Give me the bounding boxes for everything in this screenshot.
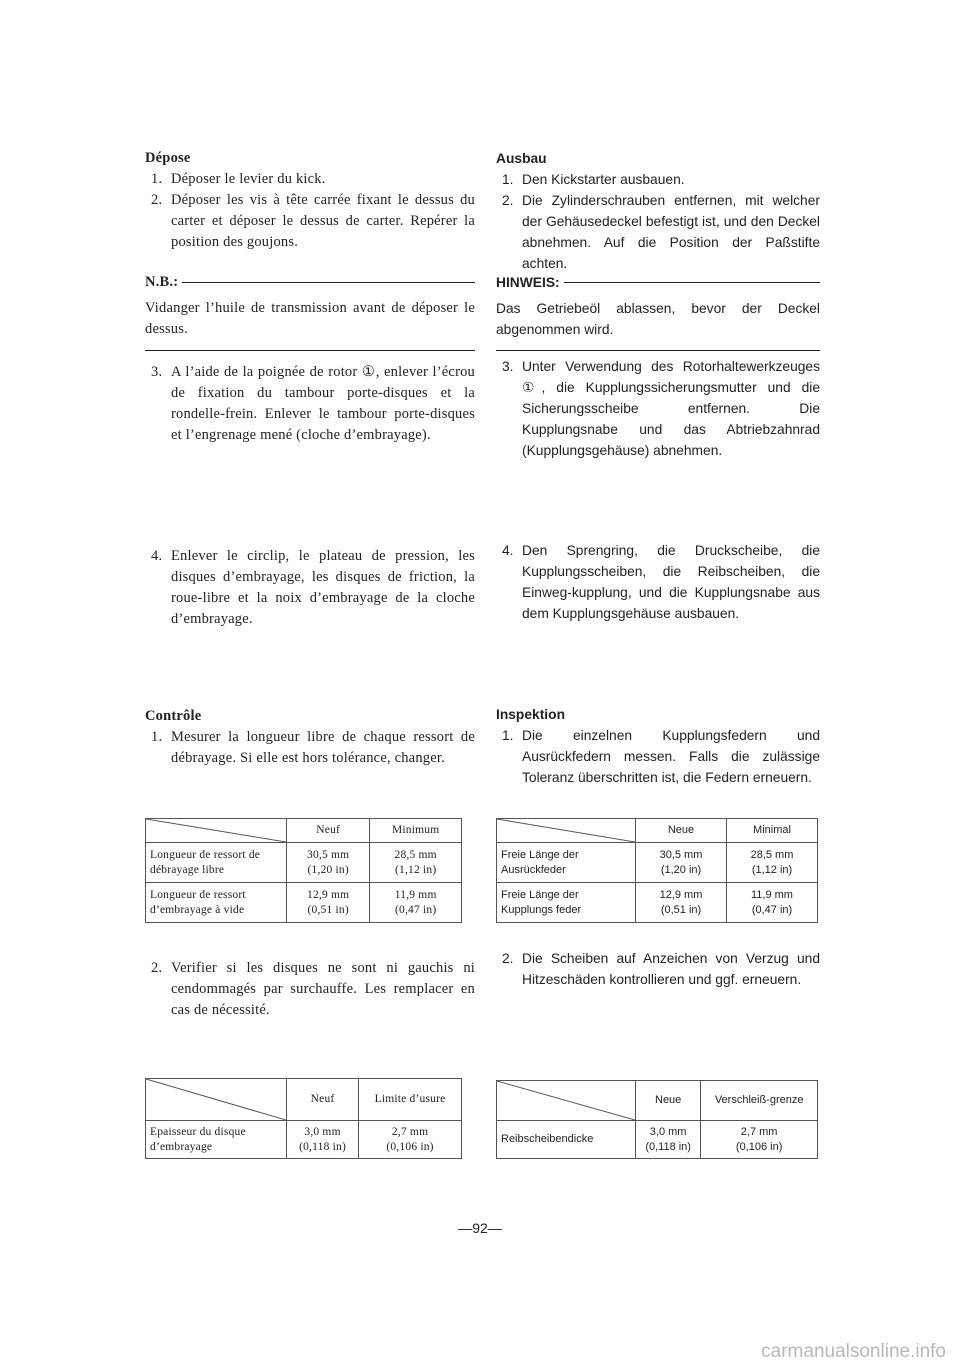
de-ausbau-item: 2. Die Zylinderschrauben entfernen, mit welcher der Gehäusedeckel befestigt ist, und den Deckel abnehmen. Auf die Position der Paßstifte achten. [502, 193, 820, 271]
table-row: Freie Länge der Kupplungs feder 12,9 mm (0,51 in) 11,9 mm (0,47 in) [497, 883, 818, 923]
fr-table2-header: Limite d’usure [359, 1079, 462, 1121]
de-disc-table [496, 1080, 818, 1159]
de-table2-header: Neue [636, 1081, 701, 1121]
de-note-text: Das Getriebeöl ablassen, bevor der Deckel abgenommen wird. [496, 301, 820, 337]
de-inspektion-item: 1. Die einzelnen Kupplungsfedern und Ausrückfedern messen. Falls die zulässige Toleranz überschritten ist, die Federn erneuern. [502, 728, 820, 785]
fr-controle-section [145, 706, 475, 769]
fr-table1-header: Neuf [287, 819, 370, 843]
fr-spring-table [145, 818, 462, 923]
page-number: —92— [458, 1220, 502, 1236]
de-table1-header: Neue [636, 819, 727, 843]
fr-item-4: 4. Enlever le circlip, le plateau de pression, les disques d’embrayage, les disques de friction, la roue-libre et la noix d’embrayage de la cloche d’embrayage. [151, 548, 475, 627]
watermark: carmanualsonline.info [761, 1341, 946, 1362]
de-table2-corner [497, 1081, 636, 1121]
fr-table1-header: Minimum [370, 819, 462, 843]
fr-note-end-rule [145, 350, 475, 351]
fr-depose-section [145, 148, 475, 253]
fr-controle-title: Contrôle [145, 708, 202, 724]
fr-note-label: N.B.: [145, 274, 179, 290]
table-row: Longueur de ressort de débrayage libre 30,5 mm (1,20 in) 28,5 mm (1,12 in) [146, 843, 462, 883]
de-item-3: 3. Unter Verwendung des Rotorhaltewerkzeuges ①, die Kupplungssicherungsmutter und die Sicherungsscheibe entfernen. Die Kupplungsnabe und das Abtriebzahnrad (Kupplungsgehäuse) abnehmen. [502, 359, 820, 458]
fr-depose-item: 2. Déposer les vis à tête carrée fixant le dessus du carter et déposer le dessus de carter. Repérer la position des goujons. [151, 192, 475, 250]
de-note-label: HINWEIS: [496, 275, 560, 290]
fr-item-3: 3. A l’aide de la poignée de rotor ①, enlever l’écrou de fixation du tambour porte-disques et la rondelle-frein. Enlever le tambour porte-disques et l’engrenage mené (cloche d’embrayage). [151, 364, 475, 443]
fr-controle-item: 1. Mesurer la longueur libre de chaque ressort de débrayage. Si elle est hors tolérance, changer. [151, 729, 475, 766]
de-item-4: 4. Den Sprengring, die Druckscheibe, die Kupplungsscheiben, die Reibscheiben, die Einweg-kupplung, und die Kupplungsnabe aus dem Kupplungsgehäuse ausbauen. [502, 543, 820, 621]
fr-table2-header: Neuf [287, 1079, 359, 1121]
fr-depose-item: 1. Déposer le levier du kick. [151, 171, 326, 187]
table-row: Freie Länge der Ausrückfeder 30,5 mm (1,20 in) 28,5 mm (1,12 in) [497, 843, 818, 883]
de-table1-corner [497, 819, 636, 843]
fr-controle-item-2: 2. Verifier si les disques ne sont ni gauchis ni cendommagés par surchauffe. Les remplacer en cas de nécessité. [151, 960, 475, 1018]
fr-note-rule [182, 282, 475, 283]
fr-depose-title: Dépose [145, 150, 191, 166]
table-row: Longueur de ressort d’embrayage à vide 12,9 mm (0,51 in) 11,9 mm (0,47 in) [146, 883, 462, 923]
de-note [496, 272, 820, 351]
fr-table2-corner [146, 1079, 287, 1121]
de-note-rule [564, 282, 820, 283]
de-table1-header: Minimal [727, 819, 818, 843]
de-spring-table [496, 818, 818, 923]
fr-note-text: Vidanger l’huile de transmission avant de déposer le dessus. [145, 300, 475, 337]
de-table2-header: Verschleiß-grenze [701, 1081, 818, 1121]
de-inspektion-section [496, 704, 820, 788]
table-row: Reibscheibendicke 3,0 mm (0,118 in) 2,7 mm (0,106 in) [497, 1121, 818, 1159]
de-inspektion-item-2: 2. Die Scheiben auf Anzeichen von Verzug und Hitzeschäden kontrollieren und ggf. erneuern. [502, 951, 820, 987]
de-ausbau-title: Ausbau [496, 151, 547, 166]
de-ausbau-item: 1. Den Kickstarter ausbauen. [502, 172, 685, 187]
de-note-end-rule [496, 350, 820, 351]
table-row: Epaisseur du disque d’embrayage 3,0 mm (0,118 in) 2,7 mm (0,106 in) [146, 1121, 462, 1159]
de-ausbau-section [496, 148, 820, 274]
de-inspektion-title: Inspektion [496, 707, 565, 722]
fr-note [145, 272, 475, 351]
fr-table1-corner [146, 819, 287, 843]
fr-disc-table [145, 1078, 462, 1159]
